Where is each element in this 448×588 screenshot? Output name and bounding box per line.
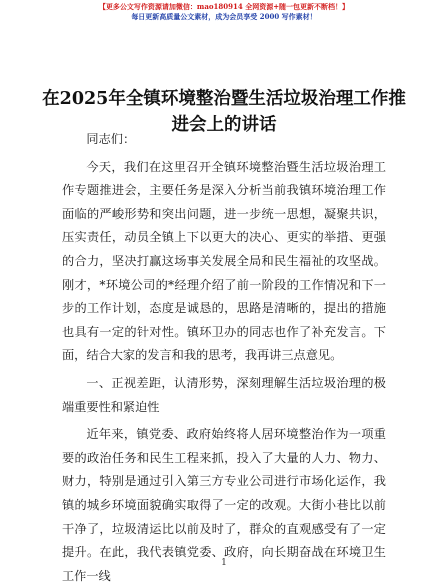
document-body [62,128,386,588]
promo-banner-line-2: 每日更新高质量公文素材，成为会员享受 2000 写作素材！ [131,12,317,21]
page-number: 1 [221,558,227,568]
document-title: 在2025年全镇环境整治暨生活垃圾治理工作推进会上的讲话 [42,89,406,135]
salutation: 同志们： [86,132,136,146]
promo-banner-line-1: 【更多公文写作资源请加微信：mao180914 全网资源+随一包更新不断档！】 [98,2,350,11]
section-heading: 一、正视差距，认清形势，深刻理解生活垃圾治理的极端重要性和紧迫性 [62,375,386,414]
paragraph-opening: 今天，我们在这里召开全镇环境整治暨生活垃圾治理工作专题推进会，主要任务是深入分析当前我镇环境治理工作面临的严峻形势和突出问题，进一步统一思想，凝聚共识，压实责任，动员全镇上下以更大的决心、更实的举措、更强的合力，坚决打赢这场事关发展全局和民生福祉的攻坚战。刚才，*环境公司的*经理介绍了前一阶段的工作情况和下一步的工作计划，态度是诚恳的，思路是清晰的，提出的措施也具有一定的针对性。镇环卫办的同志也作了补充发言。下面，结合大家的发言和我的思考，我再讲三点意见。 [62,159,386,363]
paragraph-section-1: 近年来，镇党委、政府始终将人居环境整治作为一项重要的政治任务和民生工程来抓，投入了大量的人力、物力、财力，特别是通过引入第三方专业公司进行市场化运作，我镇的城乡环境面貌确实取得了一定的改观。大街小巷比以前干净了，垃圾清运比以前及时了，群众的直观感受有了一定提升。在此，我代表镇党委、政府，向长期奋战在环境卫生工作一线 [62,427,386,583]
